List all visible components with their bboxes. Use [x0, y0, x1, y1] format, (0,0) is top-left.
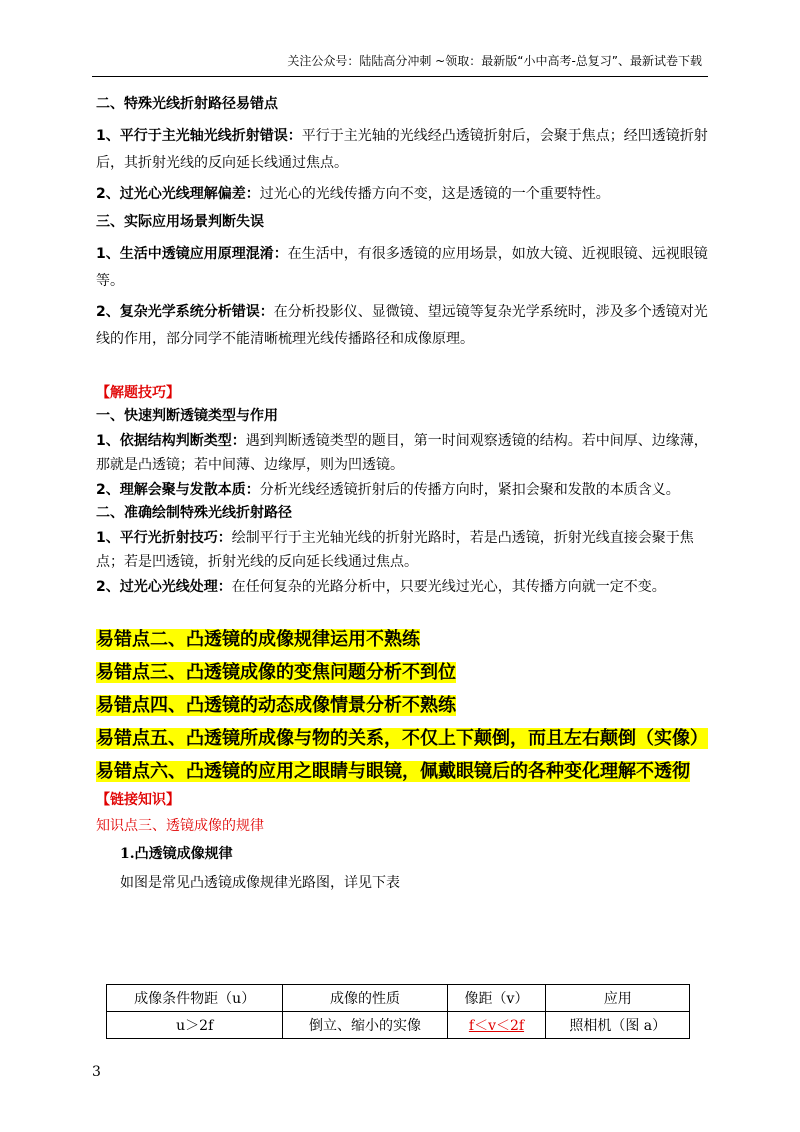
item-label: 2、理解会聚与发散本质：	[96, 482, 260, 498]
section-2-item-2	[96, 181, 708, 208]
item-label: 2、过光心光线处理：	[96, 579, 232, 595]
item-text: 分析光线经透镜折射后的传播方向时，紧扣会聚和发散的本质含义。	[259, 482, 680, 498]
tips-block	[96, 383, 708, 599]
item-label: 1、依据结构判断类型：	[96, 433, 246, 449]
imaging-rules-table	[106, 984, 690, 1039]
item-label: 1、平行光折射技巧：	[96, 530, 232, 546]
error-points	[96, 623, 708, 788]
item-text: 过光心的光线传播方向不变，这是透镜的一个重要特性。	[259, 186, 610, 202]
table-header: 成像条件物距（u）	[107, 985, 283, 1012]
table-cell: u＞2f	[107, 1012, 283, 1039]
tips-title: 【解题技巧】	[96, 385, 180, 401]
error-point: 易错点五、凸透镜所成像与物的关系，不仅上下颠倒，而且左右颠倒（实像）	[96, 728, 708, 749]
error-point: 易错点三、凸透镜成像的变焦问题分析不到位	[96, 662, 456, 683]
error-point: 易错点四、凸透镜的动态成像情景分析不熟练	[96, 695, 456, 716]
table-header: 应用	[546, 985, 690, 1012]
section-2-title: 二、特殊光线折射路径易错点	[96, 96, 278, 112]
item-label: 1、平行于主光轴光线折射错误：	[96, 128, 302, 144]
item-label: 2、过光心光线理解偏差：	[96, 186, 260, 202]
header-divider	[92, 76, 708, 77]
item-text: 遇到判断透镜类型的题目，第一时间观察透镜的结构。若中间厚、边缘薄，那就是凸透镜；若中间薄、边缘厚，则为凹透镜。	[96, 433, 708, 473]
item-text: 在分析投影仪、显微镜、望远镜等复杂光学系统时，涉及多个透镜对光线的作用，部分同学不能清晰梳理光线传播路径和成像原理。	[96, 304, 708, 347]
table-cell: 照相机（图 a）	[546, 1012, 690, 1039]
item-text: 绘制平行于主光轴光线的折射光路时，若是凸透镜，折射光线直接会聚于焦点；若是凹透镜，折射光线的反向延长线通过焦点。	[96, 530, 694, 570]
tips-1-item-1	[96, 429, 708, 477]
section-3-title: 三、实际应用场景判断失误	[96, 214, 264, 230]
table-cell: 倒立、缩小的实像	[283, 1012, 447, 1039]
section-2-item-1	[96, 123, 708, 177]
item-text: 平行于主光轴的光线经凸透镜折射后，会聚于焦点；经凹透镜折射后，其折射光线的反向延长线通过焦点。	[96, 128, 708, 171]
item-label: 2、复杂光学系统分析错误：	[96, 304, 274, 320]
table-row	[107, 1012, 690, 1039]
tips-2-title: 二、准确绘制特殊光线折射路径	[96, 505, 292, 521]
item-text: 在生活中，有很多透镜的应用场景，如放大镜、近视眼镜、远视眼镜等。	[96, 246, 708, 289]
table-cell	[447, 1012, 546, 1039]
document-body	[96, 94, 708, 893]
tips-2-item-1	[96, 526, 708, 574]
section-3-item-1	[96, 241, 708, 295]
error-point: 易错点六、凸透镜的应用之眼睛与眼镜，佩戴眼镜后的各种变化理解不透彻	[96, 761, 690, 782]
tips-1-title: 一、快速判断透镜类型与作用	[96, 408, 278, 424]
table-header: 成像的性质	[283, 985, 447, 1012]
item-text: 在任何复杂的光路分析中，只要光线过光心，其传播方向就一定不变。	[231, 579, 666, 595]
tips-1-item-2	[96, 478, 708, 502]
knowledge-point-3: 知识点三、透镜成像的规律	[96, 818, 264, 834]
table-header-row	[107, 985, 690, 1012]
section-3-item-2	[96, 299, 708, 353]
item-label: 1、生活中透镜应用原理混淆：	[96, 246, 288, 262]
table-header: 像距（v）	[447, 985, 546, 1012]
error-point: 易错点二、凸透镜的成像规律运用不熟练	[96, 629, 420, 650]
tips-2-item-2	[96, 575, 708, 599]
image-distance-value: f＜v＜2f	[468, 1018, 525, 1034]
page-header: 关注公众号：陆陆高分冲刺 ~领取：最新版“小中高考-总复习”、最新试卷下载	[287, 54, 702, 68]
link-title: 【链接知识】	[96, 792, 180, 808]
table-description: 如图是常见凸透镜成像规律光路图，详见下表	[120, 875, 400, 891]
page-number: 3	[92, 1064, 101, 1080]
convex-lens-subtitle: 1.凸透镜成像规律	[120, 846, 233, 862]
